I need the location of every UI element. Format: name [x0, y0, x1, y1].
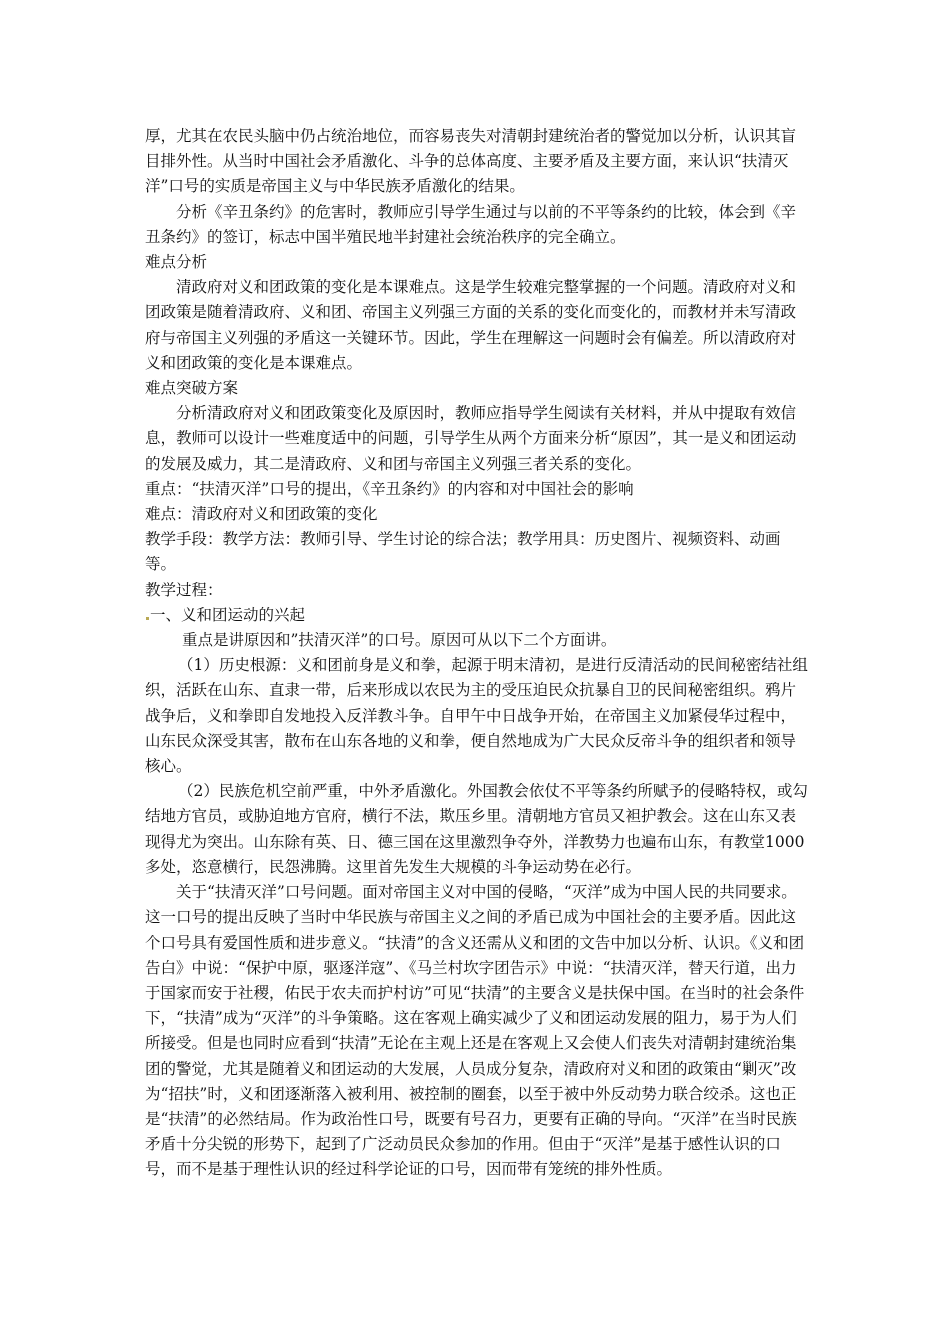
- cause-1-paragraph: （1）历史根源：义和团前身是义和拳，起源于明末清初，是进行反清活动的民间秘密结社组织，活跃在山东、直隶一带，后来形成以农民为主的受压迫民众抗暴自卫的民间秘密组织。鸦片战争后，义和拳即自发地投入反洋教斗争。自甲午中日战争开始，在帝国主义加紧侵华过程中，山东民众深受其害，散布在山东各地的义和拳，便自然地成为广大民众反帝斗争的组织者和领导核心。: [145, 656, 808, 776]
- intro-paragraph-2: 分析《辛丑条约》的危害时，教师应引导学生通过与以前的不平等条约的比较，体会到《辛丑条约》的签订，标志中国半殖民地半封建社会统治秩序的完全确立。: [145, 202, 797, 246]
- teaching-process-heading: 教学过程：: [145, 580, 223, 599]
- breakthrough-paragraph: 分析清政府对义和团政策变化及原因时，教师应指导学生阅读有关材料，并从中提取有效信息，教师可以设计一些难度适中的问题，引导学生从两个方面来分析“原因”，其一是义和团运动的发展及威力，其二是清政府、义和团与帝国主义列强三者关系的变化。: [145, 404, 797, 473]
- key-point-line: 重点：“扶清灭洋”口号的提出，《辛丑条约》的内容和对中国社会的影响: [145, 479, 634, 498]
- edit-mark-icon: [146, 617, 149, 620]
- slogan-paragraph: 关于“扶清灭洋”口号问题。面对帝国主义对中国的侵略，“灭洋”成为中国人民的共同要求。这一口号的提出反映了当时中华民族与帝国主义之间的矛盾已成为中国社会的主要矛盾。因此这个口号具有爱国性质和进步意义。“扶清”的含义还需从义和团的文告中加以分析、认识。《义和团告白》中说：“保护中原，驱逐洋寇”、《马兰村坎字团告示》中说：“扶清灭洋，替天行道，出力于国家而安于社稷，佑民于农夫而护村访”可见“扶清”的主要含义是扶保中国。在当时的社会条件下，“扶清”成为“灭洋”的斗争策略。这在客观上确实减少了义和团运动发展的阻力，易于为人们所接受。但是也同时应看到“扶清”无论在主观上还是在客观上又会使人们丧失对清朝封建统治集团的警觉，尤其是随着义和团运动的大发展，人员成分复杂，清政府对义和团的政策由“剿灭”改为“招扶”时，义和团逐渐落入被利用、被控制的圈套，以至于被中外反动势力联合绞杀。这也正是“扶清”的必然结局。作为政治性口号，既要有号召力，更要有正确的导向。“灭洋”在当时民族矛盾十分尖锐的形势下，起到了广泛动员民众参加的作用。但由于“灭洋”是基于感性认识的口号，而不是基于理性认识的经过科学论证的口号，因而带有笼统的排外性质。: [145, 883, 805, 1179]
- cause-2-paragraph: （2）民族危机空前严重，中外矛盾激化。外国教会依仗不平等条约所赋予的侵略特权，或勾结地方官员，或胁迫地方官府，横行不法，欺压乡里。清朝地方官员又袒护教会。这在山东又表现得尤为突出。山东除有英、日、德三国在这里激烈争夺外，洋教势力也遍布山东，有教堂1000多处，恣意横行，民怨沸腾。这里首先发生大规模的斗争运动势在必行。: [145, 782, 808, 876]
- difficulty-heading: 难点分析: [145, 253, 208, 272]
- section-1-heading: [145, 603, 810, 628]
- difficult-point-line: 难点：清政府对义和团政策的变化: [145, 505, 378, 524]
- breakthrough-heading: 难点突破方案: [145, 379, 239, 398]
- intro-section: [145, 124, 810, 1183]
- difficulty-paragraph: 清政府对义和团政策的变化是本课难点。这是学生较难完整掌握的一个问题。清政府对义和团政策是随着清政府、义和团、帝国主义列强三方面的关系的变化而变化的，而教材并未写清政府与帝国主义列强的矛盾这一关键环节。因此，学生在理解这一问题时会有偏差。所以清政府对义和团政策的变化是本课难点。: [145, 278, 797, 372]
- section-1-lead: 重点是讲原因和”扶清灭洋”的口号。原因可从以下二个方面讲。: [182, 631, 617, 650]
- intro-paragraph-1: 厚，尤其在农民头脑中仍占统治地位，而容易丧失对清朝封建统治者的警觉加以分析，认识其盲目排外性。从当时中国社会矛盾激化、斗争的总体高度、主要矛盾及主要方面，来认识“扶清灭洋”口号的实质是帝国主义与中华民族矛盾激化的结果。: [145, 127, 797, 196]
- section-1-title: 一、义和团运动的兴起: [150, 605, 306, 624]
- teaching-means-line: 教学手段：教学方法：教师引导、学生讨论的综合法；教学用具：历史图片、视频资料、动画等。: [145, 530, 781, 574]
